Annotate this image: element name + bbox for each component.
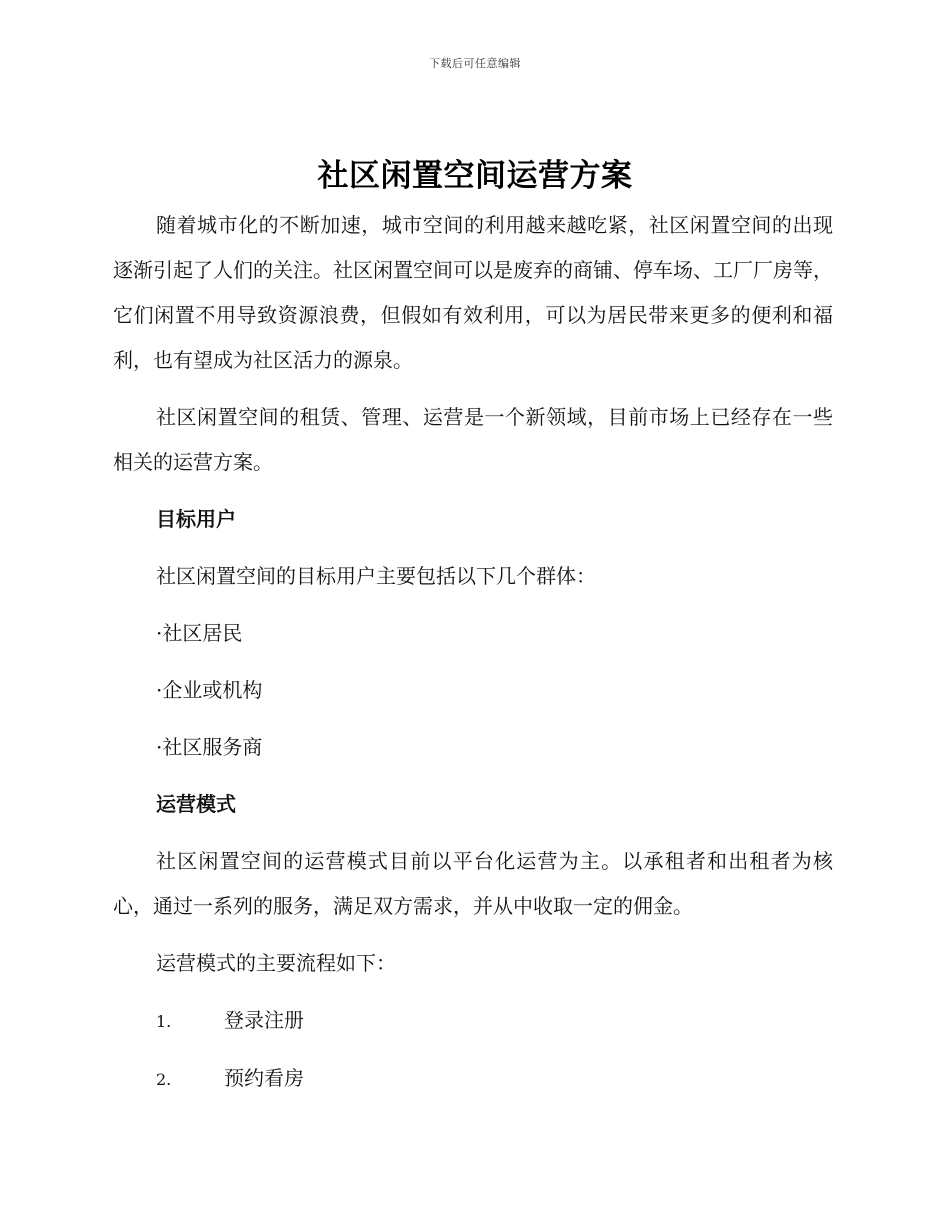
bullet-dot-icon: · — [156, 735, 163, 759]
bullet-item-label: 企业或机构 — [162, 678, 263, 702]
bullet-dot-icon: · — [156, 678, 163, 702]
bullet-item — [156, 668, 833, 713]
list-item-number: 1. — [156, 1012, 172, 1031]
bullet-item-label: 社区居民 — [162, 621, 243, 645]
bullet-item — [156, 725, 833, 770]
page-header-note: 下载后可任意编辑 — [429, 57, 521, 70]
bullet-item — [156, 611, 833, 656]
bullet-item-label: 社区服务商 — [162, 735, 263, 759]
numbered-list-item — [156, 1056, 833, 1102]
operation-mode-paragraph: 社区闲置空间的运营模式目前以平台化运营为主。以承租者和出租者为核心，通过一系列的服务，满足双方需求，并从中收取一定的佣金。 — [113, 849, 833, 918]
intro-paragraph-1: 随着城市化的不断加速，城市空间的利用越来越吃紧，社区闲置空间的出现逐渐引起了人们的关注。社区闲置空间可以是废弃的商铺、停车场、工厂厂房等，它们闲置不用导致资源浪费，但假如有效利用，可以为居民带来更多的便利和福利，也有望成为社区活力的源泉。 — [113, 213, 833, 372]
list-item-text: 登录注册 — [224, 1008, 304, 1032]
section-heading-operation-mode: 运营模式 — [156, 792, 236, 816]
operation-flow-lead: 运营模式的主要流程如下： — [156, 951, 396, 975]
document-body — [113, 203, 833, 1114]
bullet-dot-icon: · — [156, 621, 163, 645]
section-heading-target-users: 目标用户 — [156, 507, 236, 531]
list-item-number: 2. — [156, 1070, 172, 1089]
document-title: 社区闲置空间运营方案 — [317, 158, 633, 194]
target-users-lead: 社区闲置空间的目标用户主要包括以下几个群体： — [156, 564, 596, 588]
intro-paragraph-2: 社区闲置空间的租赁、管理、运营是一个新领域，目前市场上已经存在一些相关的运营方案。 — [113, 405, 833, 474]
numbered-list-item — [156, 998, 833, 1044]
list-item-text: 预约看房 — [224, 1066, 304, 1090]
